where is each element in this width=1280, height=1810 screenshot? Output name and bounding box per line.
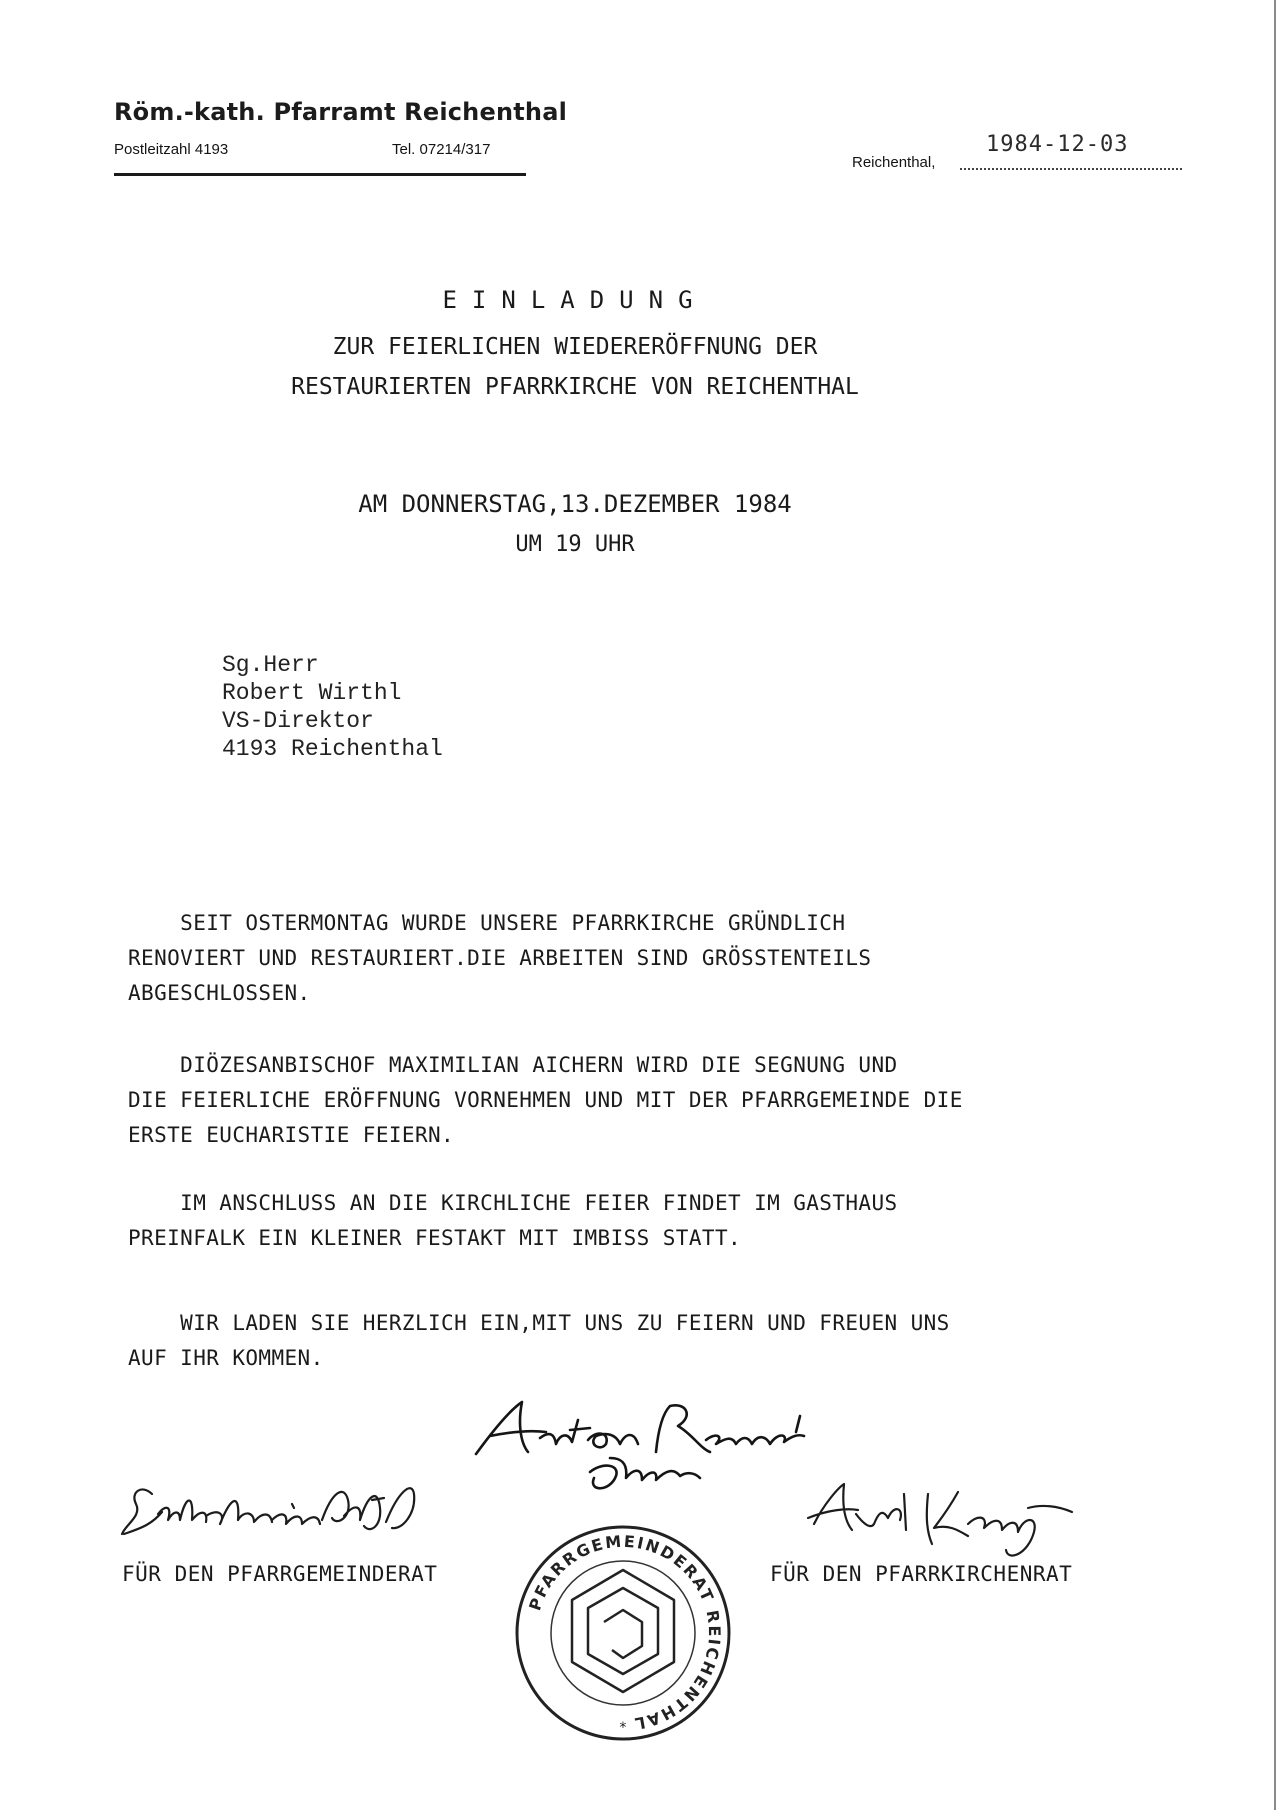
paragraph-line: WIR LADEN SIE HERZLICH EIN,MIT UNS ZU FEIERN UND FREUEN UNS: [128, 1311, 950, 1335]
paragraph-line: RENOVIERT UND RESTAURIERT.DIE ARBEITEN SIND GRÖSSTENTEILS: [128, 946, 872, 970]
church-council-label: FÜR DEN PFARRKIRCHENRAT: [770, 1562, 1073, 1586]
paragraph-line: IM ANSCHLUSS AN DIE KIRCHLICHE FEIER FINDET IM GASTHAUS: [128, 1191, 898, 1215]
parish-council-seal: [512, 1522, 734, 1744]
body-paragraph-3: [128, 1186, 1138, 1256]
svg-text:PFARRGEMEINDERAT REICHENTHAL: [525, 1532, 724, 1734]
letterhead-rule: [114, 173, 526, 176]
invitation-title: EINLADUNG: [442, 286, 708, 314]
recipient-address: 4193 Reichenthal: [222, 736, 443, 762]
body-paragraph-4: [128, 1306, 1138, 1376]
paragraph-line: ABGESCHLOSSEN.: [128, 981, 311, 1005]
paragraph-line: SEIT OSTERMONTAG WURDE UNSERE PFARRKIRCHE GRÜNDLICH: [128, 911, 846, 935]
recipient-title: VS-Direktor: [222, 708, 374, 734]
seal-text: PFARRGEMEINDERAT REICHENTHAL: [525, 1531, 725, 1734]
date-dotted-line: [960, 168, 1182, 170]
place-label: Reichenthal,: [852, 154, 936, 171]
recipient-salutation: Sg.Herr: [222, 652, 319, 678]
paragraph-line: DIE FEIERLICHE ERÖFFNUNG VORNEHMEN UND MIT DER PFARRGEMEINDE DIE: [128, 1088, 963, 1112]
body-paragraph-1: [128, 906, 1138, 1011]
seal-star-icon: *: [618, 1720, 628, 1736]
body-paragraph-2: [128, 1048, 1138, 1153]
paragraph-line: DIÖZESANBISCHOF MAXIMILIAN AICHERN WIRD DIE SEGNUNG UND: [128, 1053, 898, 1077]
paragraph-line: ERSTE EUCHARISTIE FEIERN.: [128, 1123, 455, 1147]
paragraph-line: PREINFALK EIN KLEINER FESTAKT MIT IMBISS STATT.: [128, 1226, 742, 1250]
postal-code: Postleitzahl 4193: [114, 141, 229, 158]
invitation-subtitle-line2: RESTAURIERTEN PFARRKIRCHE VON REICHENTHAL: [291, 374, 859, 400]
event-date: AM DONNERSTAG,13.DEZEMBER 1984: [358, 490, 792, 518]
page-edge-line: [1274, 0, 1276, 1810]
invitation-subtitle-line1: ZUR FEIERLICHEN WIEDERERÖFFNUNG DER: [332, 334, 818, 360]
letter-date: 1984-12-03: [986, 132, 1129, 157]
seal-emblem-icon: [572, 1570, 674, 1692]
paragraph-line: AUF IHR KOMMEN.: [128, 1346, 324, 1370]
letterhead-title: Röm.-kath. Pfarramt Reichenthal: [114, 98, 568, 126]
event-time: UM 19 UHR: [515, 532, 635, 557]
pastor-signature: [470, 1392, 830, 1502]
parish-council-signature: [122, 1464, 432, 1554]
parish-council-label: FÜR DEN PFARRGEMEINDERAT: [122, 1562, 438, 1586]
phone-number: Tel. 07214/317: [392, 141, 491, 158]
recipient-name: Robert Wirthl: [222, 680, 402, 706]
church-council-signature: [808, 1474, 1108, 1564]
